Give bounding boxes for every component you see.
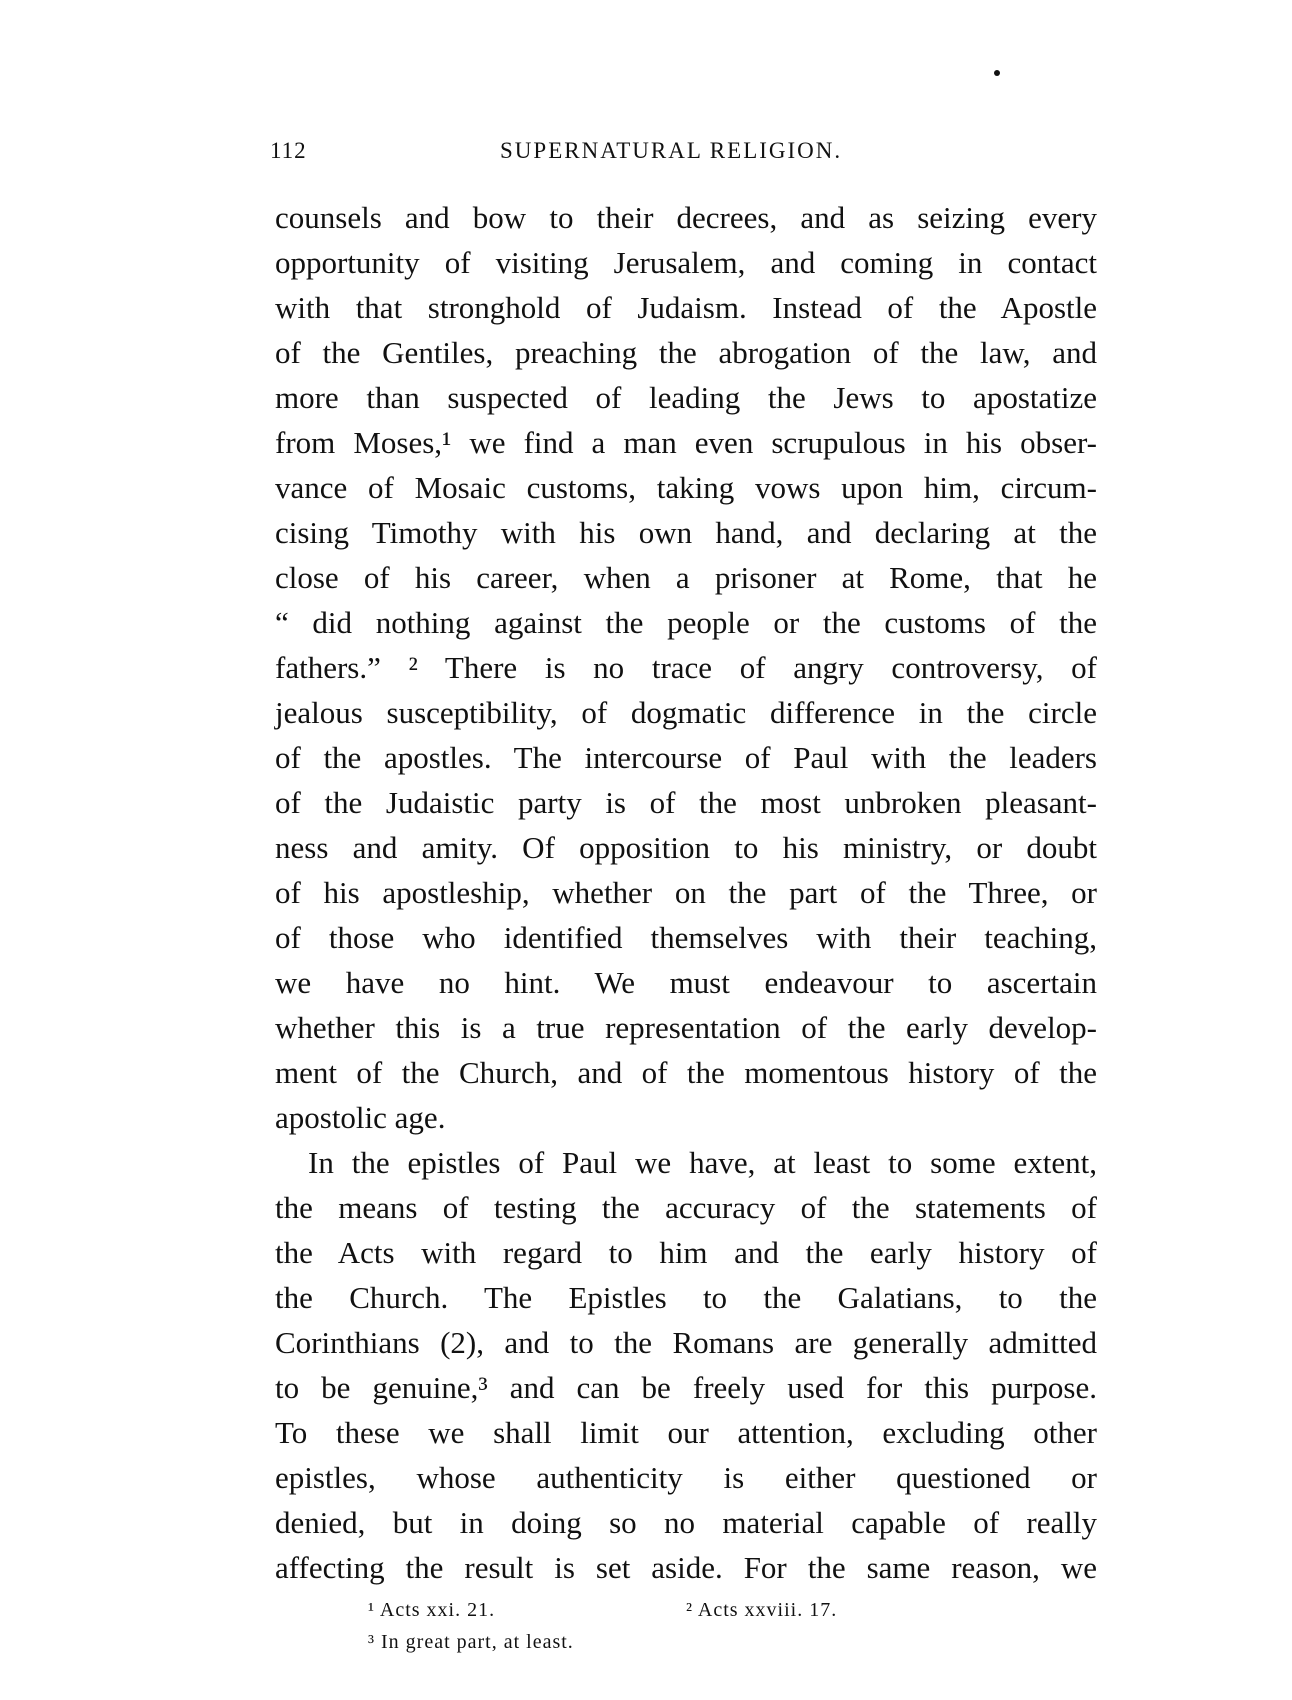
text-line: “ did nothing against the people or the customs of the: [275, 605, 1097, 640]
footnote-row: [368, 1626, 928, 1658]
text-line: ness and amity. Of opposition to his ministry, or doubt: [275, 830, 1097, 865]
footnotes: [368, 1594, 928, 1658]
text-line: opportunity of visiting Jerusalem, and coming in contact: [275, 245, 1097, 280]
page-number: 112: [270, 138, 307, 163]
footnote-3: ³ In great part, at least.: [368, 1631, 574, 1653]
text-line: denied, but in doing so no material capable of really: [275, 1505, 1097, 1540]
text-line: In the epistles of Paul we have, at least to some extent,: [308, 1145, 1097, 1180]
running-head: SUPERNATURAL RELIGION.: [500, 138, 843, 163]
text-line: fathers.” ² There is no trace of angry controversy, of: [275, 650, 1097, 685]
paragraph-2: [275, 1140, 1097, 1590]
text-line: apostolic age.: [275, 1100, 446, 1135]
text-line: affecting the result is set aside. For the same reason, we: [275, 1550, 1097, 1585]
text-line: close of his career, when a prisoner at Rome, that he: [275, 560, 1097, 595]
text-line: Corinthians (2), and to the Romans are generally admitted: [275, 1325, 1097, 1360]
ink-speck: [994, 70, 1000, 76]
text-line: of the Gentiles, preaching the abrogation of the law, and: [275, 335, 1097, 370]
text-line: the Church. The Epistles to the Galatians, to the: [275, 1280, 1097, 1315]
text-line: To these we shall limit our attention, excluding other: [275, 1415, 1097, 1450]
text-line: vance of Mosaic customs, taking vows upon him, circum-: [275, 470, 1097, 505]
text-line: of those who identified themselves with their teaching,: [275, 920, 1097, 955]
text-line: to be genuine,³ and can be freely used for this purpose.: [275, 1370, 1097, 1405]
footnote-row: [368, 1594, 928, 1626]
text-line: of the apostles. The intercourse of Paul with the leaders: [275, 740, 1097, 775]
text-line: counsels and bow to their decrees, and as seizing every: [275, 200, 1097, 235]
text-line: jealous susceptibility, of dogmatic difference in the circle: [275, 695, 1097, 730]
text-line: the means of testing the accuracy of the statements of: [275, 1190, 1097, 1225]
text-line: of the Judaistic party is of the most unbroken pleasant-: [275, 785, 1097, 820]
text-line: ment of the Church, and of the momentous history of the: [275, 1055, 1097, 1090]
text-line: with that stronghold of Judaism. Instead of the Apostle: [275, 290, 1097, 325]
footnote-1: ¹ Acts xxi. 21.: [368, 1599, 496, 1621]
text-line: of his apostleship, whether on the part of the Three, or: [275, 875, 1097, 910]
text-line: whether this is a true representation of the early develop-: [275, 1010, 1097, 1045]
text-line: the Acts with regard to him and the early history of: [275, 1235, 1097, 1270]
text-line: we have no hint. We must endeavour to ascertain: [275, 965, 1097, 1000]
paragraph-1: [275, 195, 1097, 1140]
text-line: epistles, whose authenticity is either questioned or: [275, 1460, 1097, 1495]
text-line: from Moses,¹ we find a man even scrupulous in his obser-: [275, 425, 1097, 460]
text-line: more than suspected of leading the Jews to apostatize: [275, 380, 1097, 415]
footnote-2: ² Acts xxviii. 17.: [686, 1599, 838, 1621]
text-line: cising Timothy with his own hand, and declaring at the: [275, 515, 1097, 550]
body-text: [275, 195, 1097, 1590]
